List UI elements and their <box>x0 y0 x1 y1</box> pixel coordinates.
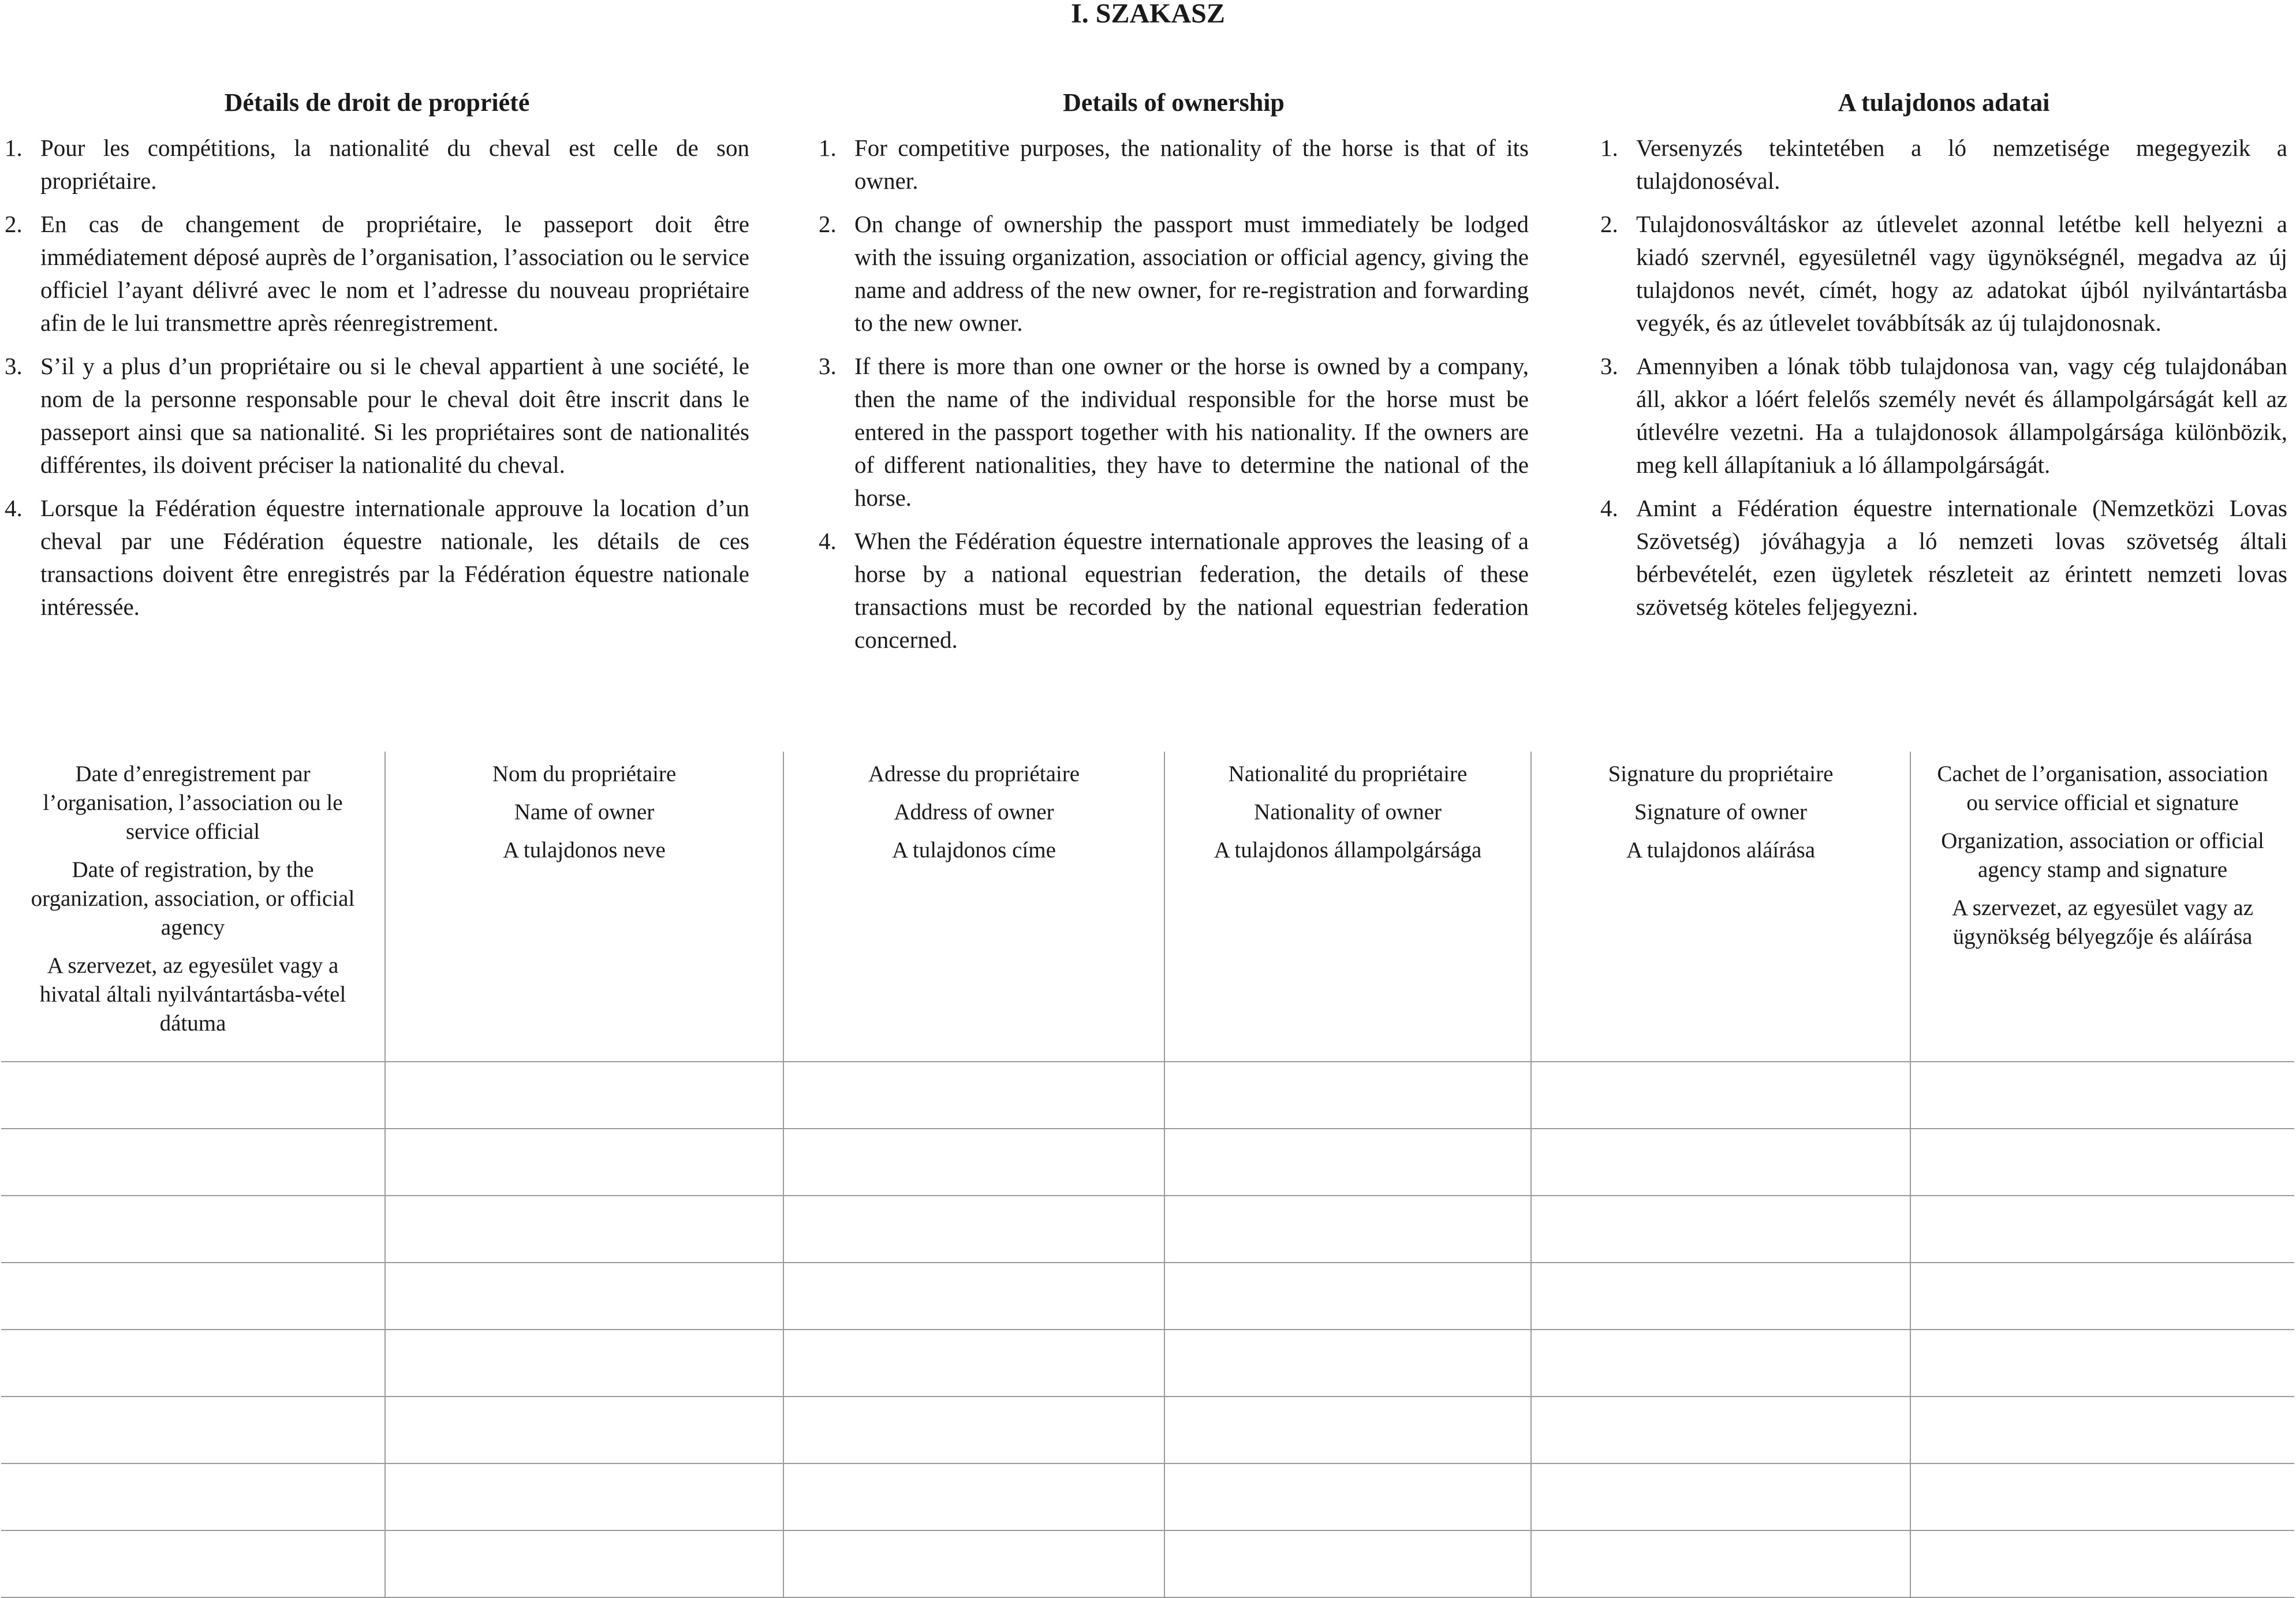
item-text: Tulajdonosváltáskor az útlevelet azonnal letétbe kell helyezni a kiadó szervnél, egyesületnél vagy ügynökségnél, megadva az új tulajdonos nevét, címét, hogy az adatokat újból nyilvántartásba vegyék, és az útlevelet továbbítsák az új tulajdonosnak. <box>1636 211 2287 336</box>
item-text: En cas de changement de propriétaire, le passeport doit être immédiatement déposé auprès de l’organisation, l’association ou le service officiel l’ayant délivré avec le nom et l’adresse du nouveau propriétaire afin de le lui transmettre après réenregistrement. <box>40 211 749 336</box>
table-row <box>1 1463 2294 1530</box>
item-number: 4. <box>819 528 837 554</box>
column-heading: A tulajdonos adatai <box>1838 88 2050 117</box>
item-text: S’il y a plus d’un propriétaire ou si le cheval appartient à une société, le nom de la personne responsable pour le cheval doit être inscrit dans le passeport ainsi que sa nationalité. Si les propriétaires sont de nationalités différentes, ils doivent préciser la nationalité du cheval. <box>40 353 749 478</box>
numbered-list <box>819 132 1529 656</box>
header-text-fr: Nom du propriétaire <box>492 761 677 786</box>
table-cell[interactable] <box>783 1263 1164 1330</box>
table-cell[interactable] <box>1910 1196 2294 1263</box>
table-cell[interactable] <box>1 1397 385 1463</box>
numbered-list <box>5 132 749 623</box>
table-cell[interactable] <box>1 1196 385 1263</box>
table-cell[interactable] <box>1 1129 385 1196</box>
table-header-row <box>1 752 2294 1062</box>
item-text: Versenyzés tekintetében a ló nemzetisége megegyezik a tulajdonoséval. <box>1636 135 2287 194</box>
table-cell[interactable] <box>1910 1129 2294 1196</box>
item-number: 4. <box>5 495 23 521</box>
header-text-hu: A szervezet, az egyesület vagy a hivatal általi nyilvántartásba-vétel dátuma <box>39 953 346 1036</box>
list-item <box>1600 492 2287 623</box>
header-text-en: Date of registration, by the organization, association, or official agency <box>31 857 355 940</box>
table-cell[interactable] <box>783 1330 1164 1397</box>
table-cell[interactable] <box>1 1530 385 1597</box>
table-cell[interactable] <box>1531 1129 1910 1196</box>
table-cell[interactable] <box>1164 1196 1531 1263</box>
column-hungarian <box>1600 87 2287 634</box>
table-cell[interactable] <box>1531 1397 1910 1463</box>
header-text-fr: Adresse du propriétaire <box>868 761 1080 786</box>
table-cell[interactable] <box>1 1263 385 1330</box>
table-cell[interactable] <box>1 1062 385 1129</box>
header-owner-address <box>783 752 1164 1062</box>
table-cell[interactable] <box>385 1062 783 1129</box>
table-cell[interactable] <box>783 1530 1164 1597</box>
table-row <box>1 1530 2294 1597</box>
table-cell[interactable] <box>1164 1330 1531 1397</box>
list-item <box>819 208 1529 339</box>
item-number: 2. <box>5 211 23 237</box>
table-cell[interactable] <box>1164 1062 1531 1129</box>
table-cell[interactable] <box>1531 1330 1910 1397</box>
table-cell[interactable] <box>1164 1463 1531 1530</box>
table-cell[interactable] <box>385 1196 783 1263</box>
list-item <box>1600 350 2287 481</box>
table-cell[interactable] <box>385 1463 783 1530</box>
table-cell[interactable] <box>1531 1062 1910 1129</box>
header-text-en: Signature of owner <box>1634 800 1807 824</box>
item-number: 3. <box>1600 353 1618 379</box>
header-owner-name <box>385 752 783 1062</box>
table-cell[interactable] <box>1 1463 385 1530</box>
item-text: When the Fédération équestre internationale approves the leasing of a horse by a national equestrian federation, the details of these transactions must be recorded by the national equestrian federation concerned. <box>854 528 1529 653</box>
table-row <box>1 1397 2294 1463</box>
item-number: 3. <box>819 353 837 379</box>
table-cell[interactable] <box>385 1330 783 1397</box>
item-text: Amennyiben a lónak több tulajdonosa van, vagy cég tulajdonában áll, akkor a lóért felelős személy nevét és állampolgárságát kell az útlevélre vezetni. Ha a tulajdonosok állampolgársága különbözik, meg kell állapítaniuk a ló állampolgárságát. <box>1636 353 2287 478</box>
table-cell[interactable] <box>1164 1129 1531 1196</box>
table-row <box>1 1196 2294 1263</box>
header-text-hu: A tulajdonos neve <box>503 838 666 863</box>
table-cell[interactable] <box>385 1263 783 1330</box>
header-registration-date <box>1 752 385 1062</box>
item-number: 3. <box>5 353 23 379</box>
table-row <box>1 1330 2294 1397</box>
table-cell[interactable] <box>783 1196 1164 1263</box>
item-number: 2. <box>819 211 837 237</box>
list-item <box>819 132 1529 197</box>
table-cell[interactable] <box>1531 1263 1910 1330</box>
table-cell[interactable] <box>1910 1463 2294 1530</box>
list-item <box>5 208 749 339</box>
table-cell[interactable] <box>1910 1062 2294 1129</box>
header-text-hu: A tulajdonos aláírása <box>1626 838 1816 863</box>
table-cell[interactable] <box>1910 1330 2294 1397</box>
header-text-fr: Cachet de l’organisation, association ou service official et signature <box>1937 761 2268 815</box>
header-text-fr: Nationalité du propriétaire <box>1228 761 1468 786</box>
table-cell[interactable] <box>783 1397 1164 1463</box>
table-cell[interactable] <box>385 1397 783 1463</box>
header-text-en: Organization, association or official agency stamp and signature <box>1941 828 2264 882</box>
header-text-fr: Date d’enregistrement par l’organisation, l’association ou le service official <box>43 761 343 844</box>
column-heading: Details of ownership <box>1063 88 1285 117</box>
table-cell[interactable] <box>783 1463 1164 1530</box>
column-english <box>819 87 1529 667</box>
table-cell[interactable] <box>385 1129 783 1196</box>
item-number: 2. <box>1600 211 1618 237</box>
item-text: On change of ownership the passport must immediately be lodged with the issuing organization, association or official agency, giving the name and address of the new owner, for re-registration and forwarding to the new owner. <box>854 211 1529 336</box>
header-text-en: Nationality of owner <box>1254 800 1442 824</box>
header-text-hu: A szervezet, az egyesület vagy az ügynökség bélyegzője és aláírása <box>1952 895 2253 949</box>
header-stamp-signature <box>1910 752 2294 1062</box>
item-number: 1. <box>1600 135 1618 161</box>
table-cell[interactable] <box>1910 1530 2294 1597</box>
list-item <box>1600 208 2287 339</box>
list-item <box>819 525 1529 656</box>
ownership-register-table <box>1 752 2294 1598</box>
header-owner-signature <box>1531 752 1910 1062</box>
list-item <box>5 492 749 623</box>
item-text: If there is more than one owner or the horse is owned by a company, then the name of the individual responsible for the horse must be entered in the passport together with his nationality. If the owners are of different nationalities, they have to determine the national of the horse. <box>854 353 1529 511</box>
item-text: For competitive purposes, the nationality of the horse is that of its owner. <box>854 135 1529 194</box>
table-cell[interactable] <box>1164 1530 1531 1597</box>
header-text-hu: A tulajdonos címe <box>892 838 1056 863</box>
list-item <box>1600 132 2287 197</box>
table-body <box>1 1062 2294 1597</box>
table-row <box>1 1129 2294 1196</box>
header-text-en: Address of owner <box>894 800 1054 824</box>
list-item <box>5 132 749 197</box>
header-text-hu: A tulajdonos állampolgársága <box>1214 838 1482 863</box>
item-text: Pour les compétitions, la nationalité du cheval est celle de son propriétaire. <box>40 135 749 194</box>
table-cell[interactable] <box>385 1530 783 1597</box>
numbered-list <box>1600 132 2287 623</box>
column-french <box>5 87 749 634</box>
table-cell[interactable] <box>783 1129 1164 1196</box>
table-cell[interactable] <box>1910 1263 2294 1330</box>
item-text: Amint a Fédération équestre internationale (Nemzetközi Lovas Szövetség) jóváhagyja a ló nemzeti lovas szövetség általi bérbevételét, ezen ügyletek részleteit az érintett nemzeti lovas szövetség köteles feljegyezni. <box>1636 495 2287 620</box>
table-cell[interactable] <box>1531 1196 1910 1263</box>
list-item <box>5 350 749 481</box>
table-cell[interactable] <box>1910 1397 2294 1463</box>
section-title: I. SZAKASZ <box>1071 0 1225 29</box>
column-heading: Détails de droit de propriété <box>224 88 530 117</box>
table-cell[interactable] <box>1164 1263 1531 1330</box>
item-number: 1. <box>819 135 837 161</box>
item-text: Lorsque la Fédération équestre internationale approuve la location d’un cheval par une Fédération équestre nationale, les détails de ces transactions doivent être enregistrés par la Fédération équestre nationale intéressée. <box>40 495 749 620</box>
table-row <box>1 1062 2294 1129</box>
table-cell[interactable] <box>1164 1397 1531 1463</box>
item-number: 1. <box>5 135 23 161</box>
header-text-en: Name of owner <box>514 800 655 824</box>
list-item <box>819 350 1529 514</box>
table-row <box>1 1263 2294 1330</box>
item-number: 4. <box>1600 495 1618 521</box>
table-cell[interactable] <box>1 1330 385 1397</box>
table-cell[interactable] <box>1531 1530 1910 1597</box>
table-cell[interactable] <box>783 1062 1164 1129</box>
header-text-fr: Signature du propriétaire <box>1608 761 1834 786</box>
table-cell[interactable] <box>1531 1463 1910 1530</box>
header-owner-nationality <box>1164 752 1531 1062</box>
